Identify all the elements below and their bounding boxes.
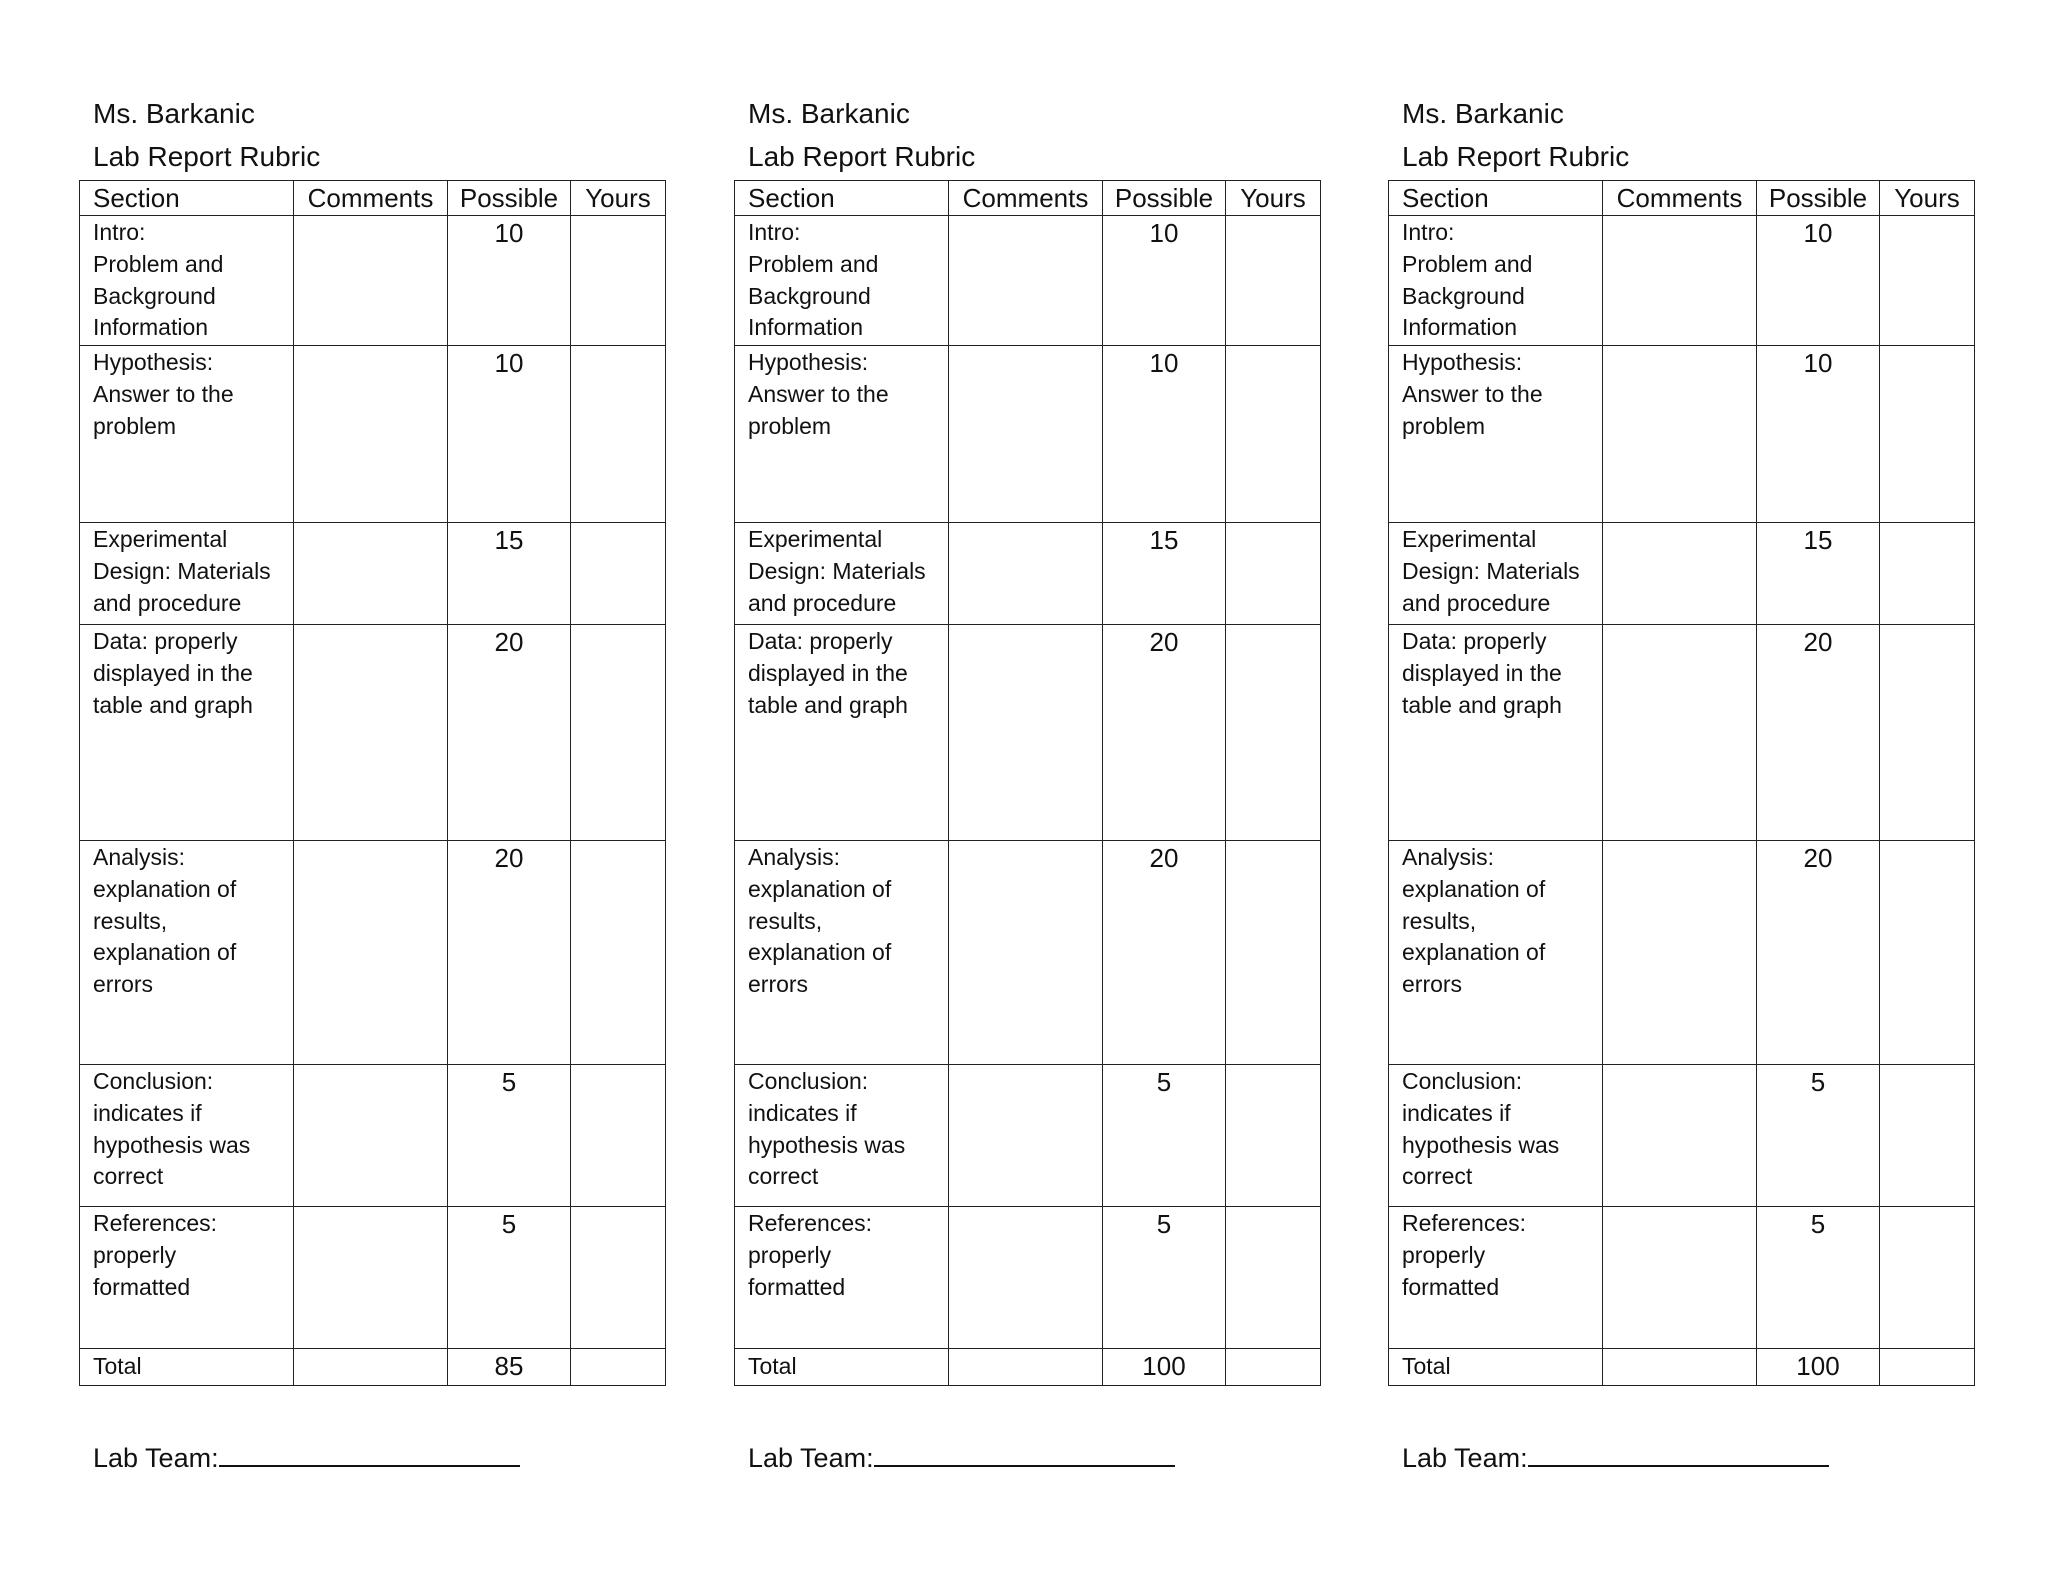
possible-points: 5 [448,1065,571,1207]
table-row [80,1207,666,1349]
comments-cell[interactable] [294,841,448,1065]
table-row [80,523,666,625]
comments-cell[interactable] [294,346,448,523]
table-row [735,841,1321,1065]
lab-team-line [748,1441,1175,1475]
table-row [735,1065,1321,1207]
header-yours: Yours [1880,181,1975,216]
section-line: Conclusion: [1402,1068,1523,1094]
lab-team-blank[interactable] [1528,1443,1829,1467]
yours-cell[interactable] [1226,346,1321,523]
section-line: properly [1402,1241,1486,1268]
section-line: properly [748,1241,832,1268]
section-cell [80,625,294,841]
section-line: explanation of [1402,939,1546,966]
table-row [1389,216,1975,346]
section-line: table and graph [748,691,908,718]
section-cell [80,1207,294,1349]
total-yours-cell[interactable] [1880,1349,1975,1386]
possible-points: 20 [1757,841,1880,1065]
comments-cell[interactable] [949,346,1103,523]
table-row [80,216,666,346]
possible-points: 20 [448,625,571,841]
yours-cell[interactable] [1226,625,1321,841]
section-line: Problem and [93,250,224,277]
section-line: Background [1402,282,1525,309]
table-row [735,1207,1321,1349]
section-line: Analysis: [1402,844,1495,870]
table-row [80,1065,666,1207]
yours-cell[interactable] [571,1207,666,1349]
section-cell [80,1065,294,1207]
lab-team-label: Lab Team: [748,1443,874,1473]
yours-cell[interactable] [1880,625,1975,841]
section-line: and procedure [1402,589,1551,616]
rubric-title: Lab Report Rubric [1402,141,1630,172]
comments-cell[interactable] [1603,523,1757,625]
section-cell [80,346,294,523]
possible-points: 10 [1103,216,1226,346]
section-cell [1389,1065,1603,1207]
comments-cell[interactable] [949,523,1103,625]
table-row [735,346,1321,523]
header-row [80,181,666,216]
comments-cell[interactable] [1603,841,1757,1065]
possible-points: 10 [448,216,571,346]
yours-cell[interactable] [1226,216,1321,346]
table-row [80,841,666,1065]
section-line: Background [748,282,871,309]
section-line: Analysis: [748,844,841,870]
lab-team-blank[interactable] [219,1443,520,1467]
section-line: Design: Materials [93,557,271,584]
yours-cell[interactable] [1880,841,1975,1065]
section-line: Problem and [748,250,879,277]
header-section: Section [735,181,949,216]
comments-cell[interactable] [294,1065,448,1207]
section-line: Conclusion: [93,1068,214,1094]
section-cell [1389,216,1603,346]
section-line: Background [93,282,216,309]
comments-cell[interactable] [949,1207,1103,1349]
section-line: problem [748,412,832,439]
header-comments: Comments [1603,181,1757,216]
rubric-title: Lab Report Rubric [748,141,976,172]
comments-cell[interactable] [1603,216,1757,346]
section-line: table and graph [1402,691,1562,718]
section-line: Hypothesis: [93,349,214,375]
section-line: correct [1402,1163,1473,1190]
section-line: and procedure [93,589,242,616]
yours-cell[interactable] [1226,1207,1321,1349]
possible-points: 20 [1103,625,1226,841]
section-line: Information [93,314,209,341]
section-cell [1389,625,1603,841]
section-line: Answer to the [93,380,234,407]
section-line: hypothesis was [93,1131,251,1158]
rubric-table [1388,180,1975,1386]
header-row [1389,181,1975,216]
section-line: correct [748,1163,819,1190]
total-comments-cell[interactable] [949,1349,1103,1386]
yours-cell[interactable] [1226,1065,1321,1207]
yours-cell[interactable] [571,523,666,625]
section-line: formatted [748,1273,846,1300]
section-line: explanation of [748,939,892,966]
section-line: correct [93,1163,164,1190]
section-line: Experimental [748,526,883,552]
header-possible: Possible [1103,181,1226,216]
section-line: explanation of [1402,875,1546,902]
section-line: hypothesis was [1402,1131,1560,1158]
section-line: formatted [1402,1273,1500,1300]
section-line: and procedure [748,589,897,616]
header-possible: Possible [448,181,571,216]
comments-cell[interactable] [949,625,1103,841]
section-line: Design: Materials [1402,557,1580,584]
section-line: formatted [93,1273,191,1300]
total-possible: 100 [1757,1349,1880,1386]
yours-cell[interactable] [571,346,666,523]
rubric-table [734,180,1321,1386]
section-line: Analysis: [93,844,186,870]
section-line: Data: properly [748,628,893,654]
section-line: Conclusion: [748,1068,869,1094]
section-cell [735,841,949,1065]
section-line: problem [1402,412,1486,439]
total-label: Total [1389,1349,1603,1386]
section-line: errors [93,971,154,998]
section-line: Experimental [93,526,228,552]
section-cell [735,216,949,346]
section-cell [735,1207,949,1349]
section-line: Experimental [1402,526,1537,552]
section-line: Answer to the [1402,380,1543,407]
comments-cell[interactable] [949,1065,1103,1207]
possible-points: 10 [1757,346,1880,523]
total-row [80,1349,666,1386]
rubric-3 [1388,92,1974,1386]
yours-cell[interactable] [571,841,666,1065]
section-line: Data: properly [93,628,238,654]
header-comments: Comments [949,181,1103,216]
possible-points: 20 [1103,841,1226,1065]
total-yours-cell[interactable] [1226,1349,1321,1386]
possible-points: 15 [448,523,571,625]
table-row [80,346,666,523]
header-comments: Comments [294,181,448,216]
header-yours: Yours [1226,181,1321,216]
section-line: results, [1402,907,1477,934]
total-possible: 85 [448,1349,571,1386]
possible-points: 20 [448,841,571,1065]
section-line: displayed in the [93,659,253,686]
comments-cell[interactable] [949,216,1103,346]
lab-team-blank[interactable] [874,1443,1175,1467]
possible-points: 15 [1103,523,1226,625]
comments-cell[interactable] [1603,346,1757,523]
section-cell [1389,523,1603,625]
comments-cell[interactable] [1603,625,1757,841]
section-line: hypothesis was [748,1131,906,1158]
section-line: References: [748,1210,873,1236]
total-label: Total [735,1349,949,1386]
section-cell [1389,1207,1603,1349]
section-line: errors [748,971,809,998]
section-line: References: [93,1210,218,1236]
section-line: Information [748,314,864,341]
yours-cell[interactable] [1880,346,1975,523]
section-line: problem [93,412,177,439]
table-row [1389,346,1975,523]
lab-team-label: Lab Team: [1402,1443,1528,1473]
total-comments-cell[interactable] [1603,1349,1757,1386]
possible-points: 5 [1757,1207,1880,1349]
table-row [735,523,1321,625]
section-line: indicates if [748,1099,857,1126]
total-row [735,1349,1321,1386]
total-possible: 100 [1103,1349,1226,1386]
section-line: displayed in the [748,659,908,686]
total-label: Total [80,1349,294,1386]
possible-points: 5 [1757,1065,1880,1207]
yours-cell[interactable] [1880,1207,1975,1349]
total-row [1389,1349,1975,1386]
section-cell [735,523,949,625]
yours-cell[interactable] [1880,216,1975,346]
comments-cell[interactable] [294,523,448,625]
possible-points: 10 [1757,216,1880,346]
section-line: Answer to the [748,380,889,407]
table-row [1389,523,1975,625]
yours-cell[interactable] [571,1065,666,1207]
rubric-2 [734,92,1320,1386]
section-line: Design: Materials [748,557,926,584]
comments-cell[interactable] [294,625,448,841]
total-yours-cell[interactable] [571,1349,666,1386]
rubric-1 [79,92,665,1386]
total-comments-cell[interactable] [294,1349,448,1386]
section-line: Intro: [93,219,146,245]
possible-points: 5 [448,1207,571,1349]
section-cell [735,1065,949,1207]
yours-cell[interactable] [1226,841,1321,1065]
section-line: explanation of [93,939,237,966]
comments-cell[interactable] [949,841,1103,1065]
yours-cell[interactable] [1880,1065,1975,1207]
yours-cell[interactable] [571,216,666,346]
yours-cell[interactable] [1880,523,1975,625]
section-line: indicates if [93,1099,202,1126]
table-row [735,216,1321,346]
section-line: errors [1402,971,1463,998]
section-cell [735,346,949,523]
section-line: displayed in the [1402,659,1562,686]
section-cell [80,841,294,1065]
lab-team-label: Lab Team: [93,1443,219,1473]
rubric-title: Lab Report Rubric [93,141,321,172]
table-row [1389,625,1975,841]
teacher-name: Ms. Barkanic [1402,98,1564,129]
possible-points: 20 [1757,625,1880,841]
header-yours: Yours [571,181,666,216]
table-row [80,625,666,841]
header-section: Section [80,181,294,216]
yours-cell[interactable] [1226,523,1321,625]
table-row [1389,1207,1975,1349]
section-cell [80,216,294,346]
comments-cell[interactable] [1603,1207,1757,1349]
table-row [1389,1065,1975,1207]
section-line: Problem and [1402,250,1533,277]
section-line: table and graph [93,691,253,718]
yours-cell[interactable] [571,625,666,841]
header-section: Section [1389,181,1603,216]
section-cell [735,625,949,841]
possible-points: 10 [448,346,571,523]
section-cell [1389,346,1603,523]
possible-points: 15 [1757,523,1880,625]
section-line: Data: properly [1402,628,1547,654]
section-line: properly [93,1241,177,1268]
header-possible: Possible [1757,181,1880,216]
section-cell [1389,841,1603,1065]
comments-cell[interactable] [294,1207,448,1349]
section-line: Hypothesis: [1402,349,1523,375]
section-line: results, [93,907,168,934]
section-line: explanation of [748,875,892,902]
comments-cell[interactable] [294,216,448,346]
teacher-name: Ms. Barkanic [748,98,910,129]
rubric-table [79,180,666,1386]
header-row [735,181,1321,216]
possible-points: 10 [1103,346,1226,523]
section-line: Intro: [748,219,801,245]
section-line: explanation of [93,875,237,902]
teacher-name: Ms. Barkanic [93,98,255,129]
section-line: Information [1402,314,1518,341]
lab-team-line [1402,1441,1829,1475]
section-line: Intro: [1402,219,1455,245]
section-line: References: [1402,1210,1527,1236]
comments-cell[interactable] [1603,1065,1757,1207]
table-row [1389,841,1975,1065]
section-line: Hypothesis: [748,349,869,375]
table-row [735,625,1321,841]
lab-team-line [93,1441,520,1475]
possible-points: 5 [1103,1207,1226,1349]
possible-points: 5 [1103,1065,1226,1207]
section-line: results, [748,907,823,934]
section-line: indicates if [1402,1099,1511,1126]
section-cell [80,523,294,625]
